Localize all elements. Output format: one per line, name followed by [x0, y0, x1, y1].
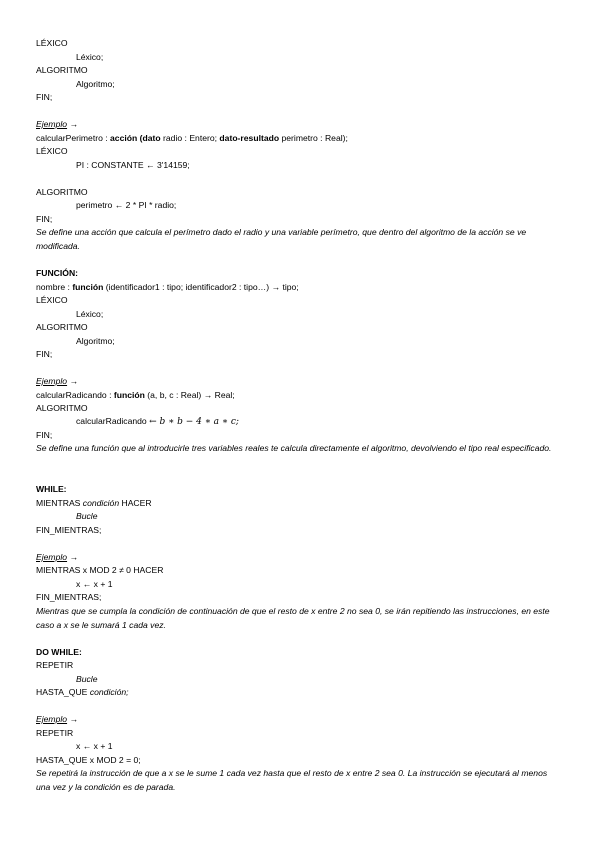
fin-mientras-keyword: FIN_MIENTRAS;	[36, 525, 102, 535]
fin-keyword: FIN;	[36, 92, 53, 102]
fin-keyword: FIN;	[36, 214, 53, 224]
ejemplo-label: Ejemplo	[36, 376, 68, 386]
formula-target: calcularRadicando	[76, 416, 150, 426]
accion-param: radio : Entero;	[160, 133, 220, 143]
funcion-keyword: función	[113, 390, 145, 400]
ejemplo-label: Ejemplo	[36, 119, 68, 129]
hacer-keyword: HACER	[119, 498, 152, 508]
assignment-line: perimetro ← 2 * PI * radio;	[76, 200, 177, 210]
explanation-note: Mientras que se cumpla la condición de continuación de que el resto de x entre 2 no sea 0, se irán repitiendo las instrucciones, en este caso a x se le sumará 1 cada vez.	[36, 606, 550, 630]
lexico-placeholder: Léxico;	[76, 52, 104, 62]
mientras-keyword: MIENTRAS	[36, 498, 83, 508]
funcion-keyword: función	[72, 282, 104, 292]
increment-line: x ← x + 1	[76, 741, 113, 751]
repetir-keyword: REPETIR	[36, 660, 74, 670]
section-title-do-while: DO WHILE:	[36, 647, 82, 657]
ejemplo-heading	[36, 375, 78, 389]
bucle-placeholder: Bucle	[76, 511, 98, 521]
ejemplo-heading	[36, 551, 78, 565]
hasta-que-line	[36, 686, 129, 700]
ejemplo-label: Ejemplo	[36, 714, 68, 724]
dato-resultado-keyword: dato-resultado	[219, 133, 280, 143]
accion-param-end: perimetro : Real);	[279, 133, 348, 143]
accion-name: calcularPerimetro :	[36, 133, 111, 143]
lexico-keyword: LÉXICO	[36, 38, 68, 48]
funcion-name: calcularRadicando :	[36, 390, 114, 400]
hasta-que-line: HASTA_QUE x MOD 2 = 0;	[36, 755, 141, 765]
explanation-note: Se define una acción que calcula el perímetro dado el radio y una variable perímetro, que dentro del algoritmo de la acción se ve modificada.	[36, 227, 527, 251]
signature-params: (identificador1 : tipo; identificador2 : tipo…) → tipo;	[103, 282, 299, 292]
hasta-que-keyword: HASTA_QUE	[36, 687, 90, 697]
condition-placeholder: condición;	[89, 687, 129, 697]
section-title-while: WHILE:	[36, 484, 67, 494]
explanation-note: Se repetirá la instrucción de que a x se le sume 1 cada vez hasta que el resto de x entre 2 sea 0. La instrucción se ejecutará al menos una vez y la condición es de parada.	[36, 768, 548, 792]
fin-mientras-keyword: FIN_MIENTRAS;	[36, 592, 102, 602]
constant-declaration: PI : CONSTANTE ← 3'14159;	[76, 160, 190, 170]
algoritmo-keyword: ALGORITMO	[36, 187, 88, 197]
while-header	[36, 497, 152, 511]
condition-placeholder: condición	[82, 498, 120, 508]
explanation-note: Se define una función que al introducirle tres variables reales te calcula directamente el algoritmo, devolviendo el tipo real especificado.	[36, 443, 552, 453]
arrow-icon: →	[67, 714, 79, 724]
fin-keyword: FIN;	[36, 349, 53, 359]
ejemplo-heading	[36, 713, 78, 727]
ejemplo-label: Ejemplo	[36, 552, 68, 562]
accion-keyword: acción (dato	[110, 133, 161, 143]
formula-line	[76, 415, 239, 430]
section-title-funcion: FUNCIÓN:	[36, 268, 79, 278]
algoritmo-keyword: ALGORITMO	[36, 65, 88, 75]
arrow-icon: →	[67, 119, 79, 129]
repetir-keyword: REPETIR	[36, 728, 74, 738]
algoritmo-keyword: ALGORITMO	[36, 403, 88, 413]
funcion-params: (a, b, c : Real) → Real;	[144, 390, 235, 400]
ejemplo-heading	[36, 118, 78, 132]
lexico-keyword: LÉXICO	[36, 146, 68, 156]
algoritmo-placeholder: Algoritmo;	[76, 336, 115, 346]
formula-expression: ← b ∗ b − 4 ∗ a ∗ c;	[149, 417, 239, 427]
increment-line: x ← x + 1	[76, 579, 113, 589]
while-condition-line: MIENTRAS x MOD 2 ≠ 0 HACER	[36, 565, 164, 575]
algoritmo-keyword: ALGORITMO	[36, 322, 88, 332]
lexico-keyword: LÉXICO	[36, 295, 68, 305]
signature-name: nombre :	[36, 282, 73, 292]
arrow-icon: →	[67, 552, 79, 562]
accion-header	[36, 132, 348, 146]
funcion-signature	[36, 281, 299, 295]
funcion-header	[36, 389, 235, 403]
lexico-placeholder: Léxico;	[76, 309, 104, 319]
fin-keyword: FIN;	[36, 430, 53, 440]
bucle-placeholder: Bucle	[76, 674, 98, 684]
arrow-icon: →	[67, 376, 79, 386]
algoritmo-placeholder: Algoritmo;	[76, 79, 115, 89]
